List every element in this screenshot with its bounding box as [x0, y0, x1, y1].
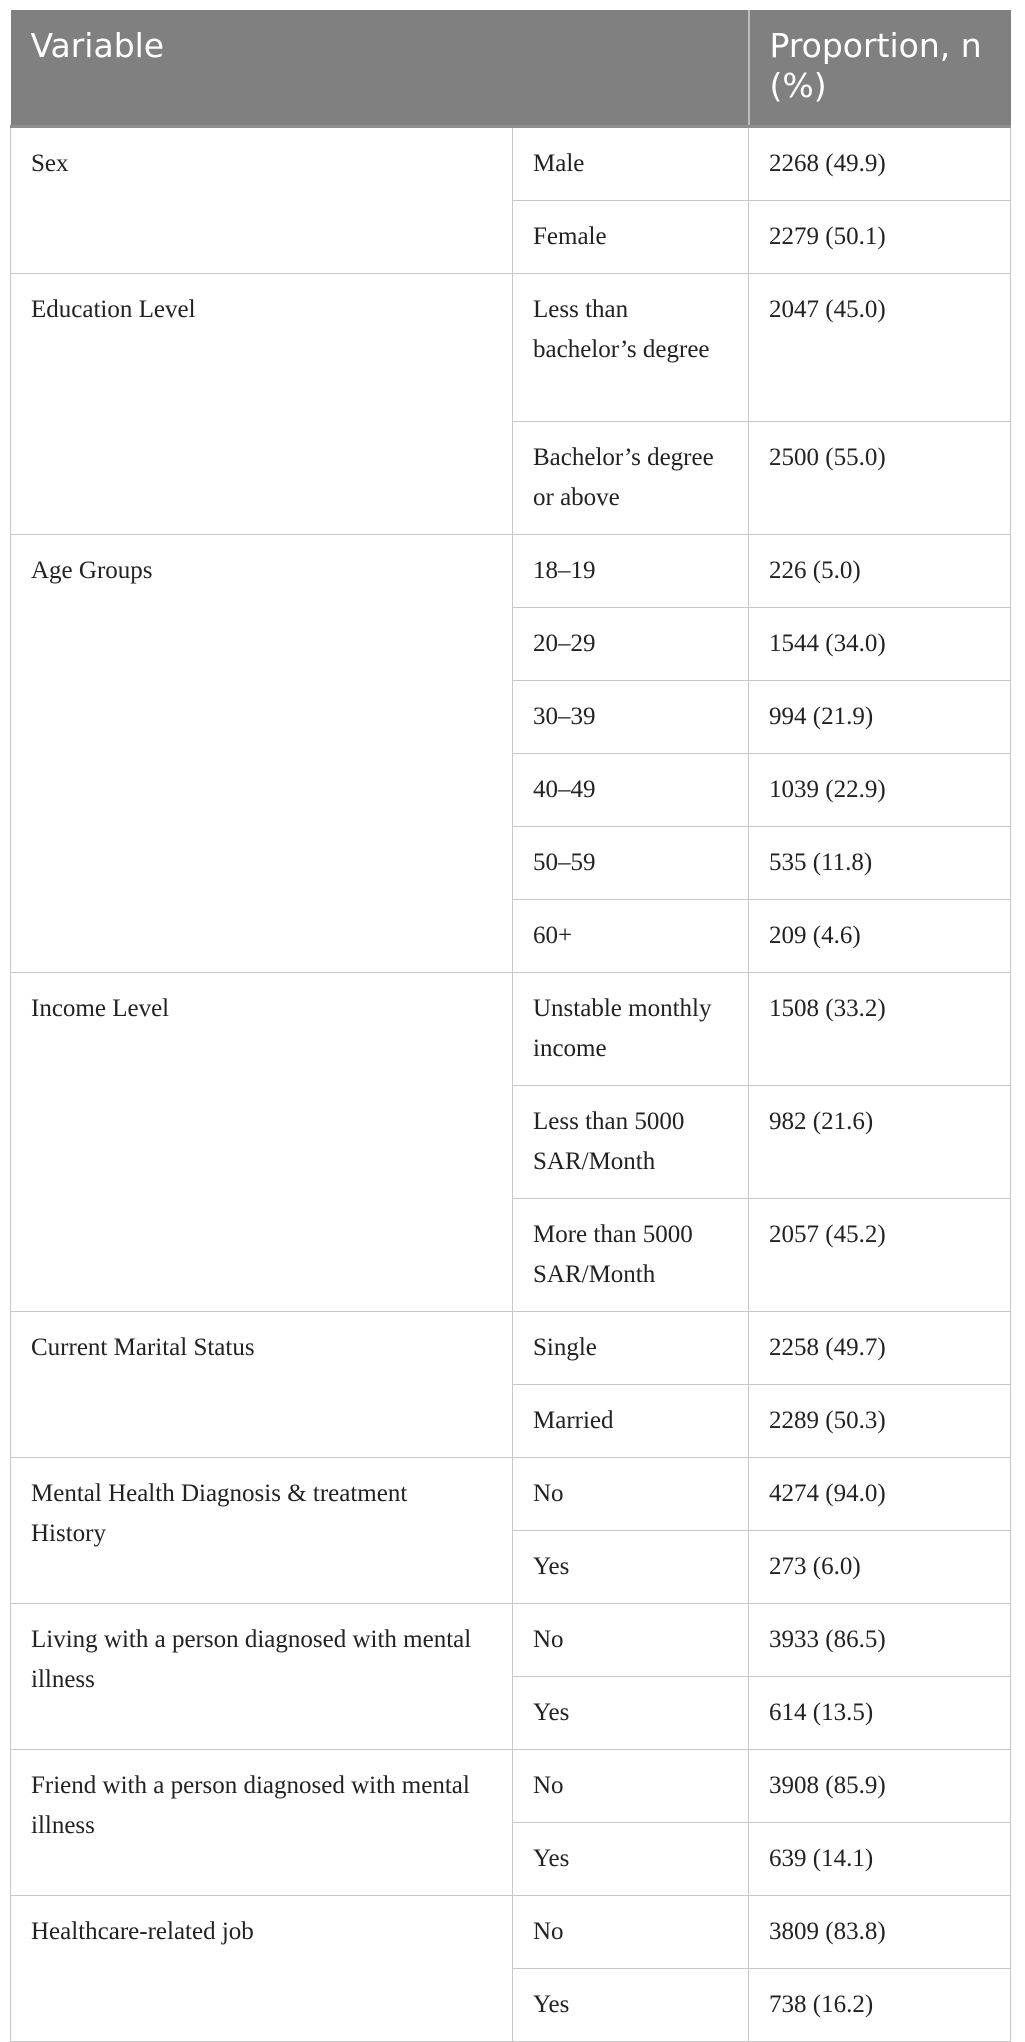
- proportion-value: 994 (21.9): [749, 680, 1011, 753]
- variable-name: Age Groups: [11, 534, 513, 972]
- proportion-value: 2057 (45.2): [749, 1198, 1011, 1311]
- variable-name: Friend with a person diagnosed with mental illness: [11, 1749, 513, 1895]
- category-label: Yes: [513, 1530, 749, 1603]
- variable-name: Healthcare-related job: [11, 1895, 513, 2041]
- table-row: [11, 1311, 1011, 1384]
- category-label: Less than 5000 SAR/Month: [513, 1085, 749, 1198]
- category-label: 60+: [513, 899, 749, 972]
- proportion-value: 4274 (94.0): [749, 1457, 1011, 1530]
- variable-name: Current Marital Status: [11, 1311, 513, 1457]
- demographics-table: [10, 10, 1011, 2042]
- proportion-value: 2289 (50.3): [749, 1384, 1011, 1457]
- proportion-value: 2268 (49.9): [749, 126, 1011, 200]
- variable-name: Mental Health Diagnosis & treatment History: [11, 1457, 513, 1603]
- proportion-value: 226 (5.0): [749, 534, 1011, 607]
- category-label: Bachelor’s degree or above: [513, 421, 749, 534]
- category-label: Less than bachelor’s degree: [513, 273, 749, 421]
- table-row: [11, 534, 1011, 607]
- variable-column-header: Variable: [11, 10, 749, 126]
- category-label: Unstable monthly income: [513, 972, 749, 1085]
- proportion-value: 3809 (83.8): [749, 1895, 1011, 1968]
- variable-name: Sex: [11, 126, 513, 273]
- category-label: More than 5000 SAR/Month: [513, 1198, 749, 1311]
- variable-name: Living with a person diagnosed with mental illness: [11, 1603, 513, 1749]
- proportion-value: 1544 (34.0): [749, 607, 1011, 680]
- table-row: [11, 1895, 1011, 1968]
- proportion-value: 273 (6.0): [749, 1530, 1011, 1603]
- category-label: 40–49: [513, 753, 749, 826]
- table-row: [11, 1457, 1011, 1530]
- table-row: [11, 972, 1011, 1085]
- category-label: No: [513, 1457, 749, 1530]
- category-label: Single: [513, 1311, 749, 1384]
- category-label: Yes: [513, 1822, 749, 1895]
- proportion-value: 2500 (55.0): [749, 421, 1011, 534]
- proportion-value: 982 (21.6): [749, 1085, 1011, 1198]
- category-label: 50–59: [513, 826, 749, 899]
- proportion-value: 1508 (33.2): [749, 972, 1011, 1085]
- proportion-value: 2279 (50.1): [749, 200, 1011, 273]
- variable-name: Income Level: [11, 972, 513, 1311]
- proportion-value: 535 (11.8): [749, 826, 1011, 899]
- table-row: [11, 126, 1011, 200]
- category-label: Married: [513, 1384, 749, 1457]
- category-label: 30–39: [513, 680, 749, 753]
- category-label: Female: [513, 200, 749, 273]
- table-body: [11, 126, 1011, 2041]
- header-row: [11, 10, 1011, 126]
- proportion-value: 1039 (22.9): [749, 753, 1011, 826]
- category-label: Yes: [513, 1676, 749, 1749]
- proportion-value: 209 (4.6): [749, 899, 1011, 972]
- category-label: Male: [513, 126, 749, 200]
- category-label: 20–29: [513, 607, 749, 680]
- category-label: No: [513, 1749, 749, 1822]
- proportion-value: 639 (14.1): [749, 1822, 1011, 1895]
- proportion-column-header: Proportion, n (%): [749, 10, 1011, 126]
- proportion-value: 614 (13.5): [749, 1676, 1011, 1749]
- proportion-value: 2258 (49.7): [749, 1311, 1011, 1384]
- table-row: [11, 1749, 1011, 1822]
- category-label: 18–19: [513, 534, 749, 607]
- category-label: Yes: [513, 1968, 749, 2041]
- variable-name: Education Level: [11, 273, 513, 534]
- category-label: No: [513, 1603, 749, 1676]
- category-label: No: [513, 1895, 749, 1968]
- table-row: [11, 1603, 1011, 1676]
- table-header: [11, 10, 1011, 126]
- proportion-value: 738 (16.2): [749, 1968, 1011, 2041]
- proportion-value: 2047 (45.0): [749, 273, 1011, 421]
- table-row: [11, 273, 1011, 421]
- proportion-value: 3908 (85.9): [749, 1749, 1011, 1822]
- proportion-value: 3933 (86.5): [749, 1603, 1011, 1676]
